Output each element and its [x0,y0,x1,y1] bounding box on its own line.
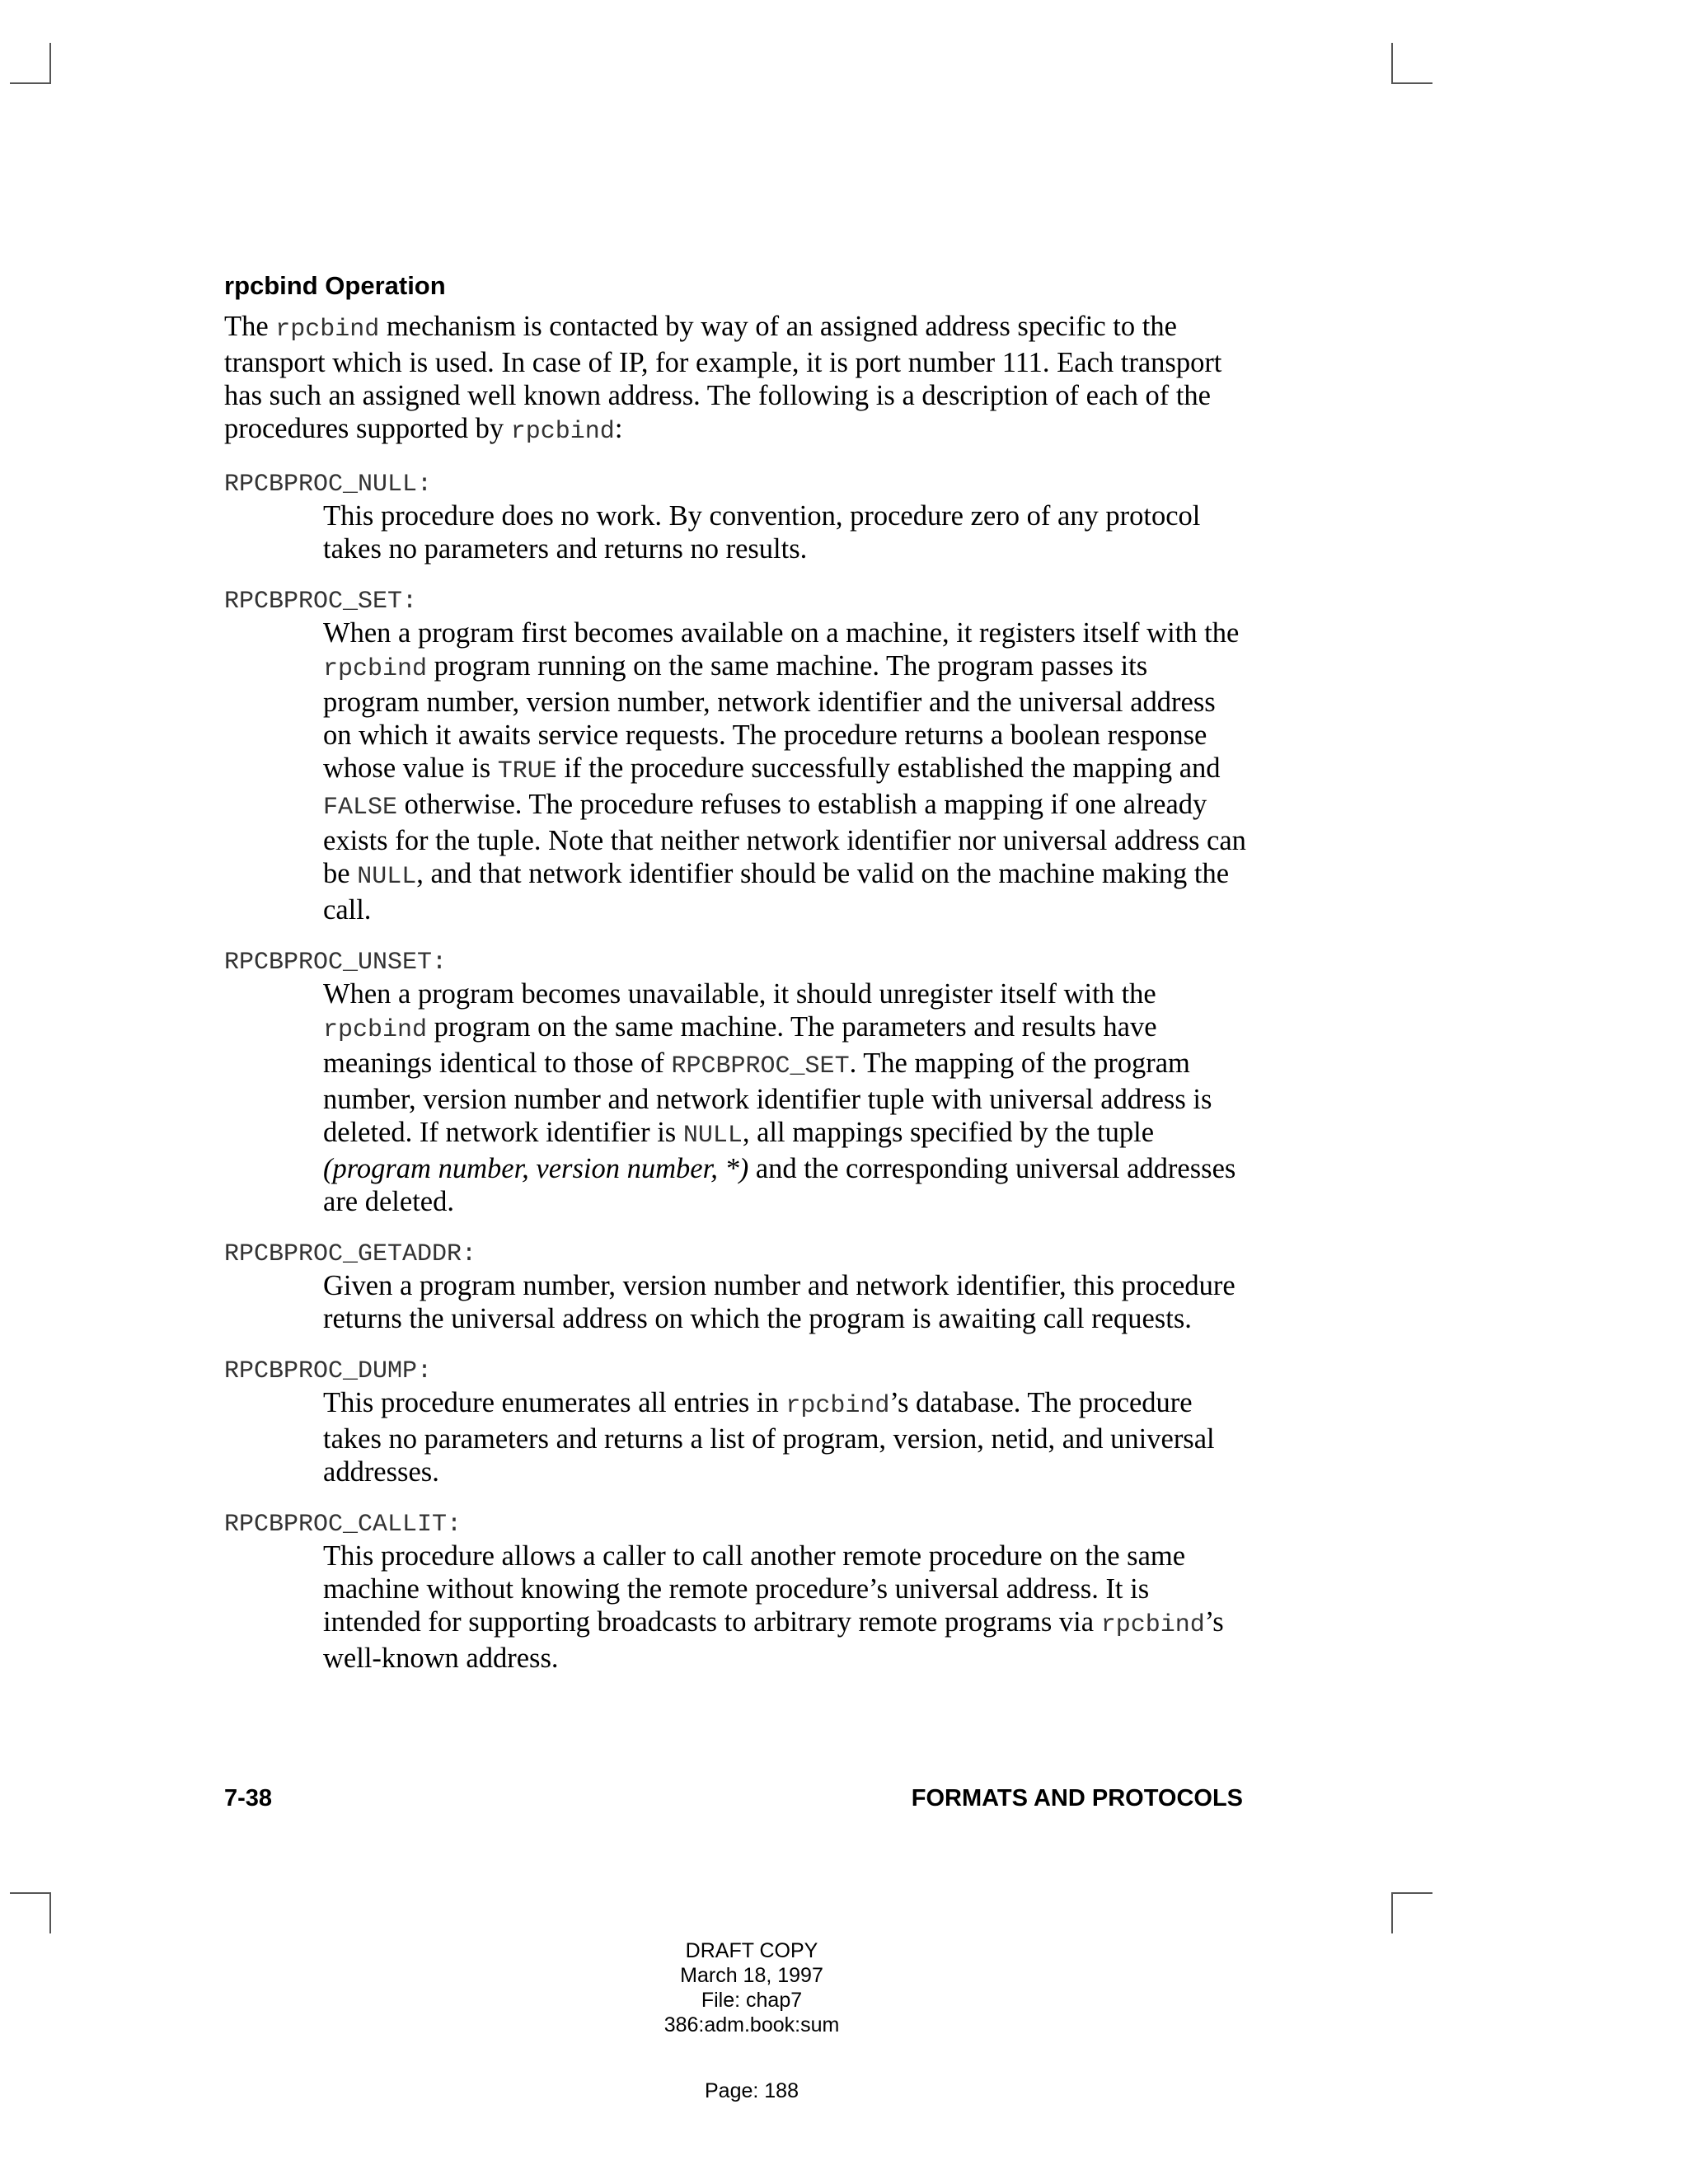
desc-rpcbproc-unset: When a program becomes unavailable, it should unregister itself with the rpcbind program on the same machine. The parameters and results have meanings identical to those of RPCBPROC_SET. The mapping of the program number, version number and network identifier tuple with universal address is deleted. If network identifier is NULL, all mappings specified by the tuple (program number, version number, *) and the corresponding universal addresses are deleted. [323,978,1236,1217]
code-rpcbind: rpcbind [1100,1611,1205,1639]
footer-chapter-title: FORMATS AND PROTOCOLS [911,1785,1243,1811]
footer-page-label: 7-38 [224,1785,273,1811]
crop-mark-bottom-right-horizontal [1391,1892,1432,1894]
draft-page-number: Page: 188 [705,2079,799,2102]
draft-copy-label: DRAFT COPY [685,1939,818,1962]
code-rpcbind: rpcbind [275,316,380,344]
code-null: NULL [357,863,417,891]
crop-mark-top-left-horizontal [10,82,51,84]
crop-mark-bottom-left-vertical [49,1892,51,1933]
term-rpcbproc-dump: RPCBPROC_DUMP: [224,1357,433,1385]
desc-rpcbproc-callit: This procedure allows a caller to call another remote procedure on the same machine without knowing the remote procedure’s universal address. It is intended for supporting broadcasts to arbitrary remote programs via rpcbind’s well-known address. [323,1540,1224,1674]
crop-mark-bottom-right-vertical [1391,1892,1393,1933]
code-rpcbind: rpcbind [323,1016,428,1044]
crop-mark-top-left-vertical [49,43,51,84]
draft-date: March 18, 1997 [680,1964,823,1987]
draft-info-block [587,1938,917,2037]
code-null: NULL [682,1122,743,1150]
term-rpcbproc-null: RPCBPROC_NULL: [224,471,433,499]
code-rpcbind: rpcbind [323,655,428,683]
code-true: TRUE [497,757,557,785]
draft-file: File: chap7 [701,1989,803,2012]
crop-mark-top-right-horizontal [1391,82,1432,84]
term-rpcbproc-unset: RPCBPROC_UNSET: [224,949,448,977]
code-false: FALSE [323,794,398,822]
section-heading: rpcbind Operation [224,271,446,300]
term-rpcbproc-getaddr: RPCBPROC_GETADDR: [224,1240,477,1268]
desc-rpcbproc-getaddr: Given a program number, version number and network identifier, this procedure returns the universal address on which the program is awaiting call requests. [323,1270,1236,1334]
code-rpcbproc-set: RPCBPROC_SET [671,1052,850,1080]
draft-book-path: 386:adm.book:sum [663,2013,840,2036]
crop-mark-top-right-vertical [1391,43,1393,84]
intro-paragraph: The rpcbind mechanism is contacted by way of an assigned address specific to the transport which is used. In case of IP, for example, it is port number 111. Each transport has such an assigned well known address. The following is a description of each of the procedures supported by rpcbind: [224,311,1222,446]
tuple-emphasis: (program number, version number, *) [323,1153,749,1184]
code-rpcbind: rpcbind [785,1392,890,1420]
desc-rpcbproc-null: This procedure does no work. By convention, procedure zero of any protocol takes no parameters and returns no results. [323,500,1201,565]
term-rpcbproc-callit: RPCBPROC_CALLIT: [224,1511,462,1539]
term-rpcbproc-set: RPCBPROC_SET: [224,588,418,616]
crop-mark-bottom-left-horizontal [10,1892,51,1894]
desc-rpcbproc-set: When a program first becomes available on a machine, it registers itself with the rpcbind program running on the same machine. The program passes its program number, version number, network identifier and the universal address on which it awaits service requests. The procedure returns a boolean response whose value is TRUE if the procedure successfully established the mapping and FALSE otherwise. The procedure refuses to establish a mapping if one already exists for the tuple. Note that neither network identifier nor universal address can be NULL, and that network identifier should be valid on the machine making the call. [323,617,1246,926]
desc-rpcbproc-dump: This procedure enumerates all entries in rpcbind’s database. The procedure takes no parameters and returns a list of program, version, netid, and universal addresses. [323,1387,1215,1488]
code-rpcbind: rpcbind [510,418,615,446]
document-body [224,310,1246,1675]
